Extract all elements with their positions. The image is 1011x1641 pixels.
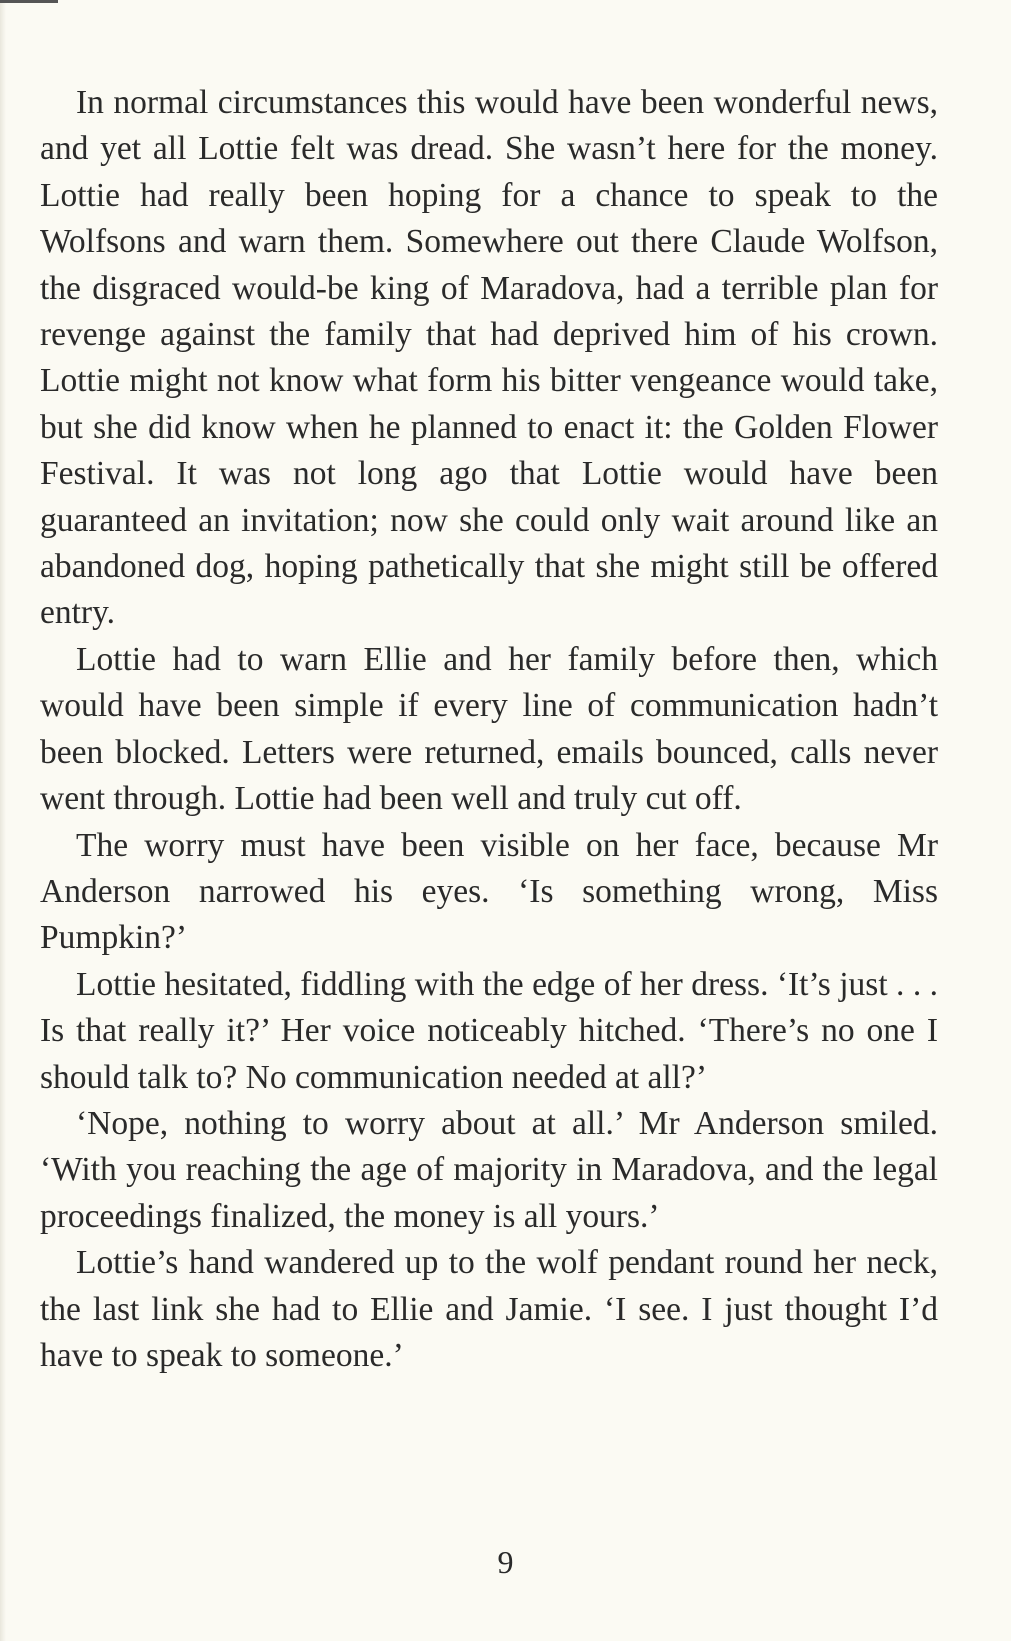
top-rule — [0, 0, 58, 3]
paragraph: Lottie’s hand wandered up to the wolf pendant round her neck, the last link she had to Ellie and Jamie. ‘I see. I just thought I’d have to speak to someone.’ — [40, 1244, 938, 1374]
body-text — [40, 80, 938, 1379]
paragraph: Lottie had to warn Ellie and her family before then, which would have been simple if every line of communication hadn’t been blocked. Letters were returned, emails bounced, calls never went through. Lottie had been well and truly cut off. — [40, 640, 938, 818]
paragraph: In normal circumstances this would have been wonderful news, and yet all Lottie felt was dread. She wasn’t here for the money. Lottie had really been hoping for a chance to speak to the Wolfsons and warn them. Somewhere out there Claude Wolfson, the disgraced would-be king of Maradova, had a terrible plan for revenge against the family that had deprived him of his crown. Lottie might not know what form his bitter vengeance would take, but she did know when he planned to enact it: the Golden Flower Festival. It was not long ago that Lottie would have been guaranteed an invitation; now she could only wait around like an abandoned dog, hoping pathetically that she might still be offered entry. — [40, 84, 938, 632]
paragraph: The worry must have been visible on her face, because Mr Anderson narrowed his eyes. ‘Is something wrong, Miss Pumpkin?’ — [40, 826, 938, 957]
paragraph: Lottie hesitated, fiddling with the edge of her dress. ‘It’s just . . . Is that really it?’ Her voice noticeably hitched. ‘There’s no one I should talk to? No communication needed at all?’ — [40, 965, 938, 1096]
page-edge-shadow — [0, 0, 6, 1641]
page-number: 9 — [497, 1544, 514, 1580]
paragraph: ‘Nope, nothing to worry about at all.’ Mr Anderson smiled. ‘With you reaching the age of majority in Maradova, and the legal proceedings finalized, the money is all yours.’ — [40, 1104, 938, 1235]
